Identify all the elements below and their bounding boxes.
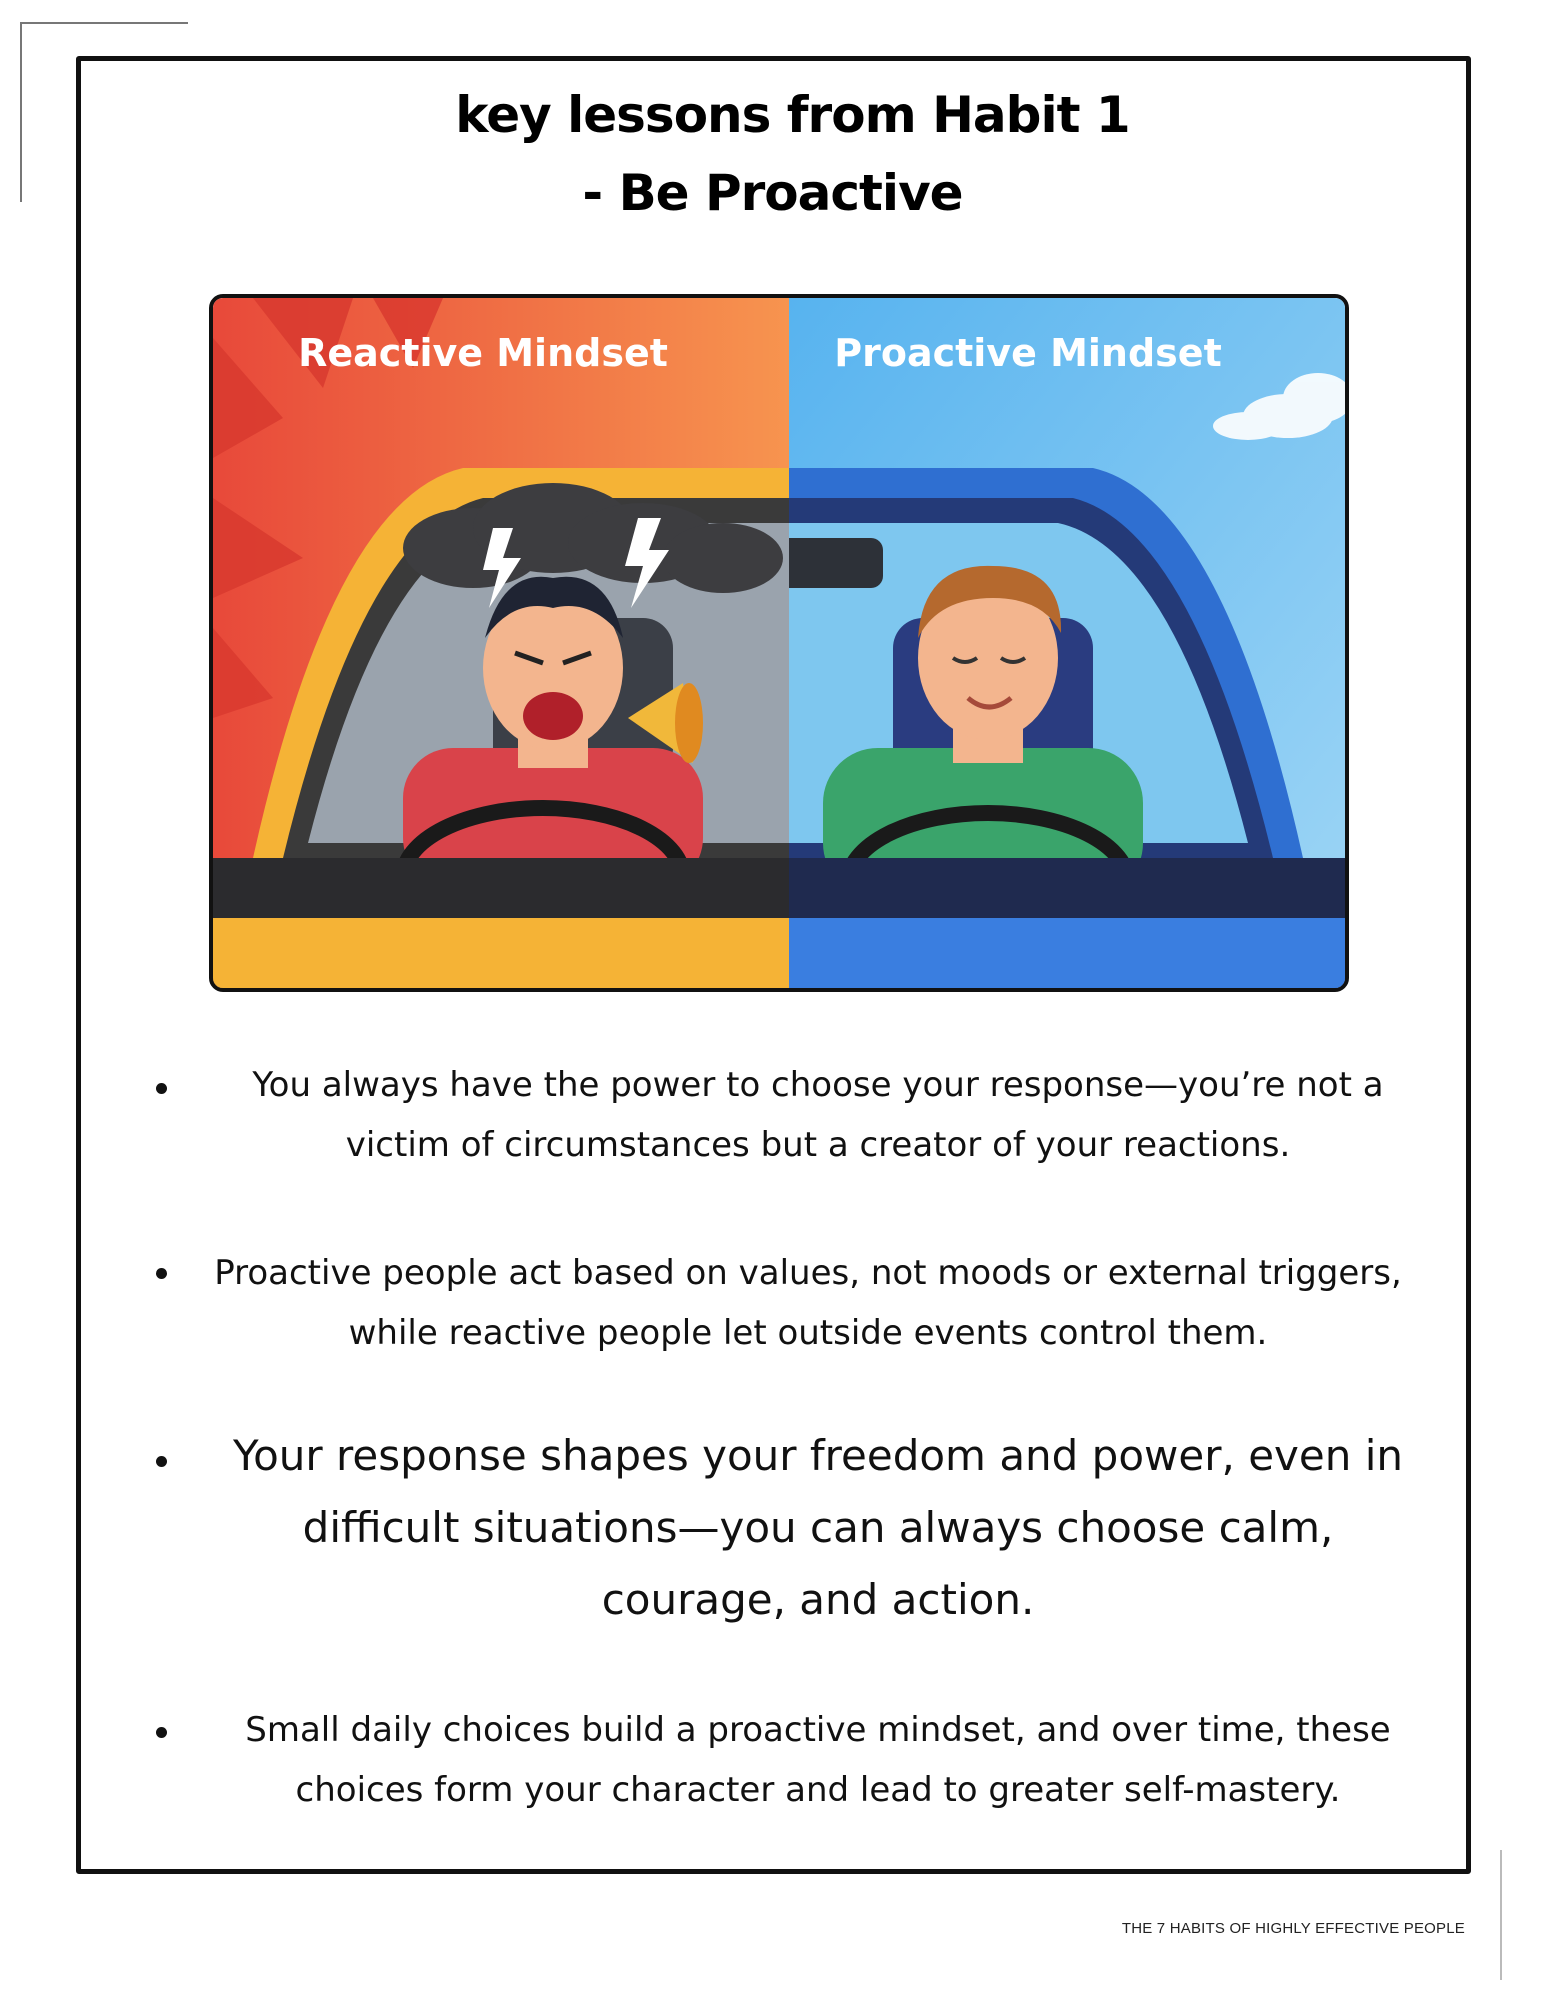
- bullet-icon: [156, 1456, 167, 1467]
- lesson-text: Your response shapes your freedom and power, even in difficult situations—you can always choose calm, courage, and action.: [233, 1431, 1403, 1624]
- bullet-icon: [156, 1727, 167, 1738]
- mindset-illustration: [209, 294, 1349, 992]
- page-title-line1: key lessons from Habit 1: [455, 86, 1130, 144]
- page-edge-line: [1500, 1850, 1502, 1980]
- proactive-mindset-label: Proactive Mindset: [834, 331, 1222, 375]
- lesson-text: You always have the power to choose your response—you’re not a victim of circumstances but a creator of your reactions.: [252, 1065, 1384, 1165]
- page-title-line2: - Be Proactive: [582, 164, 963, 222]
- reactive-mindset-label: Reactive Mindset: [298, 331, 668, 375]
- bullet-icon: [156, 1083, 167, 1094]
- page-edge-line: [20, 22, 188, 24]
- lesson-text: Small daily choices build a proactive mindset, and over time, these choices form your character and lead to greater self-mastery.: [245, 1710, 1391, 1810]
- lesson-text: Proactive people act based on values, not moods or external triggers, while reactive people let outside events control them.: [214, 1253, 1402, 1353]
- bullet-icon: [156, 1268, 167, 1279]
- footer-book-title: THE 7 HABITS OF HIGHLY EFFECTIVE PEOPLE: [1121, 1920, 1465, 1937]
